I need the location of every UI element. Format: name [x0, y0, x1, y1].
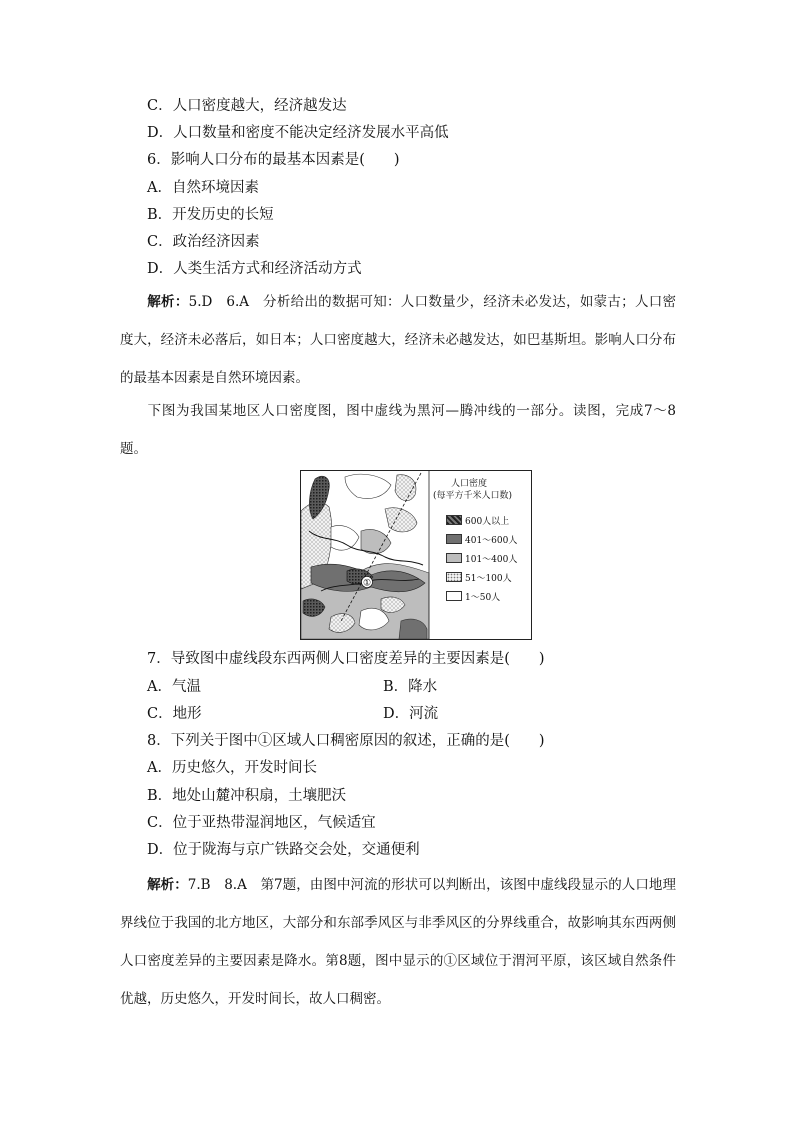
- intro-paragraph: [120, 392, 676, 468]
- legend-label: 1～50人: [465, 593, 501, 603]
- legend-swatch: [446, 591, 462, 601]
- q6-option-a: A．自然环境因素: [147, 180, 259, 196]
- q8-stem: 8．下列关于图中①区域人口稠密原因的叙述，正确的是( ): [147, 733, 545, 749]
- analysis-text: 7.B 8.A 第7题，由图中河流的形状可以判断出，该图中虚线段显示的人口地理界线位于我国的北方地区，大部分和东部季风区与非季风区的分界线重合，故影响其东西两侧人口密度差异的主要因素是降水。第8题，图中显示的①区域位于渭河平原，该区域自然条件优越，历史悠久，开发时间长，故人口稠密。: [120, 877, 676, 1007]
- analysis-label: 解析：: [147, 877, 188, 893]
- q8-option-c: C．位于亚热带湿润地区，气候适宜: [147, 815, 376, 831]
- analysis-label: 解析：: [147, 294, 189, 310]
- q7-stem: 7．导致图中虚线段东西两侧人口密度差异的主要因素是( ): [147, 651, 545, 667]
- q7-option-d: D．河流: [383, 706, 439, 722]
- legend-item: [446, 515, 509, 528]
- analysis-5-6: [120, 283, 676, 397]
- legend-label: 600人以上: [465, 517, 510, 527]
- q8-option-b: B．地处山麓冲积扇，土壤肥沃: [147, 788, 347, 804]
- legend-swatch: [446, 515, 462, 525]
- legend-subtitle: (每平方千米人口数): [433, 491, 513, 501]
- q7-option-a: A．气温: [147, 679, 201, 695]
- analysis-7-8: [120, 866, 676, 1018]
- q8-option-d: D．位于陇海与京广铁路交会处，交通便利: [147, 842, 420, 858]
- legend-swatch: [446, 572, 462, 582]
- analysis-text: 5.D 6.A 分析给出的数据可知：人口数量少，经济未必发达，如蒙古；人口密度大，经济未必落后，如日本；人口密度越大，经济未必越发达，如巴基斯坦。影响人口分布的最基本因素是自然环境因素。: [120, 294, 677, 386]
- q5-option-d: D．人口数量和密度不能决定经济发展水平高低: [147, 125, 449, 141]
- q7-option-b: B．降水: [383, 679, 438, 695]
- legend-item: [446, 591, 500, 604]
- q6-option-b: B．开发历史的长短: [147, 207, 274, 223]
- legend-item: [446, 553, 517, 566]
- population-density-map: [300, 470, 532, 640]
- q6-stem: 6．影响人口分布的最基本因素是( ): [147, 152, 400, 168]
- intro-text: 下图为我国某地区人口密度图，图中虚线为黑河—腾冲线的一部分。读图，完成7～8题。: [120, 403, 676, 457]
- legend-title: 人口密度: [451, 479, 488, 489]
- q8-option-a: A．历史悠久，开发时间长: [147, 760, 317, 776]
- map-area: [301, 471, 429, 639]
- q6-option-c: C．政治经济因素: [147, 234, 260, 250]
- q5-option-c: C．人口密度越大，经济越发达: [147, 98, 347, 114]
- legend-item: [446, 534, 517, 547]
- region-marker: ①: [362, 578, 372, 589]
- legend-item: [446, 572, 512, 585]
- q6-option-d: D．人类生活方式和经济活动方式: [147, 261, 362, 277]
- q7-option-c: C．地形: [147, 706, 202, 722]
- legend-swatch: [446, 553, 462, 563]
- legend-label: 51～100人: [465, 574, 512, 584]
- legend-label: 401～600人: [465, 536, 518, 546]
- legend-swatch: [446, 534, 462, 544]
- legend-label: 101～400人: [465, 555, 518, 565]
